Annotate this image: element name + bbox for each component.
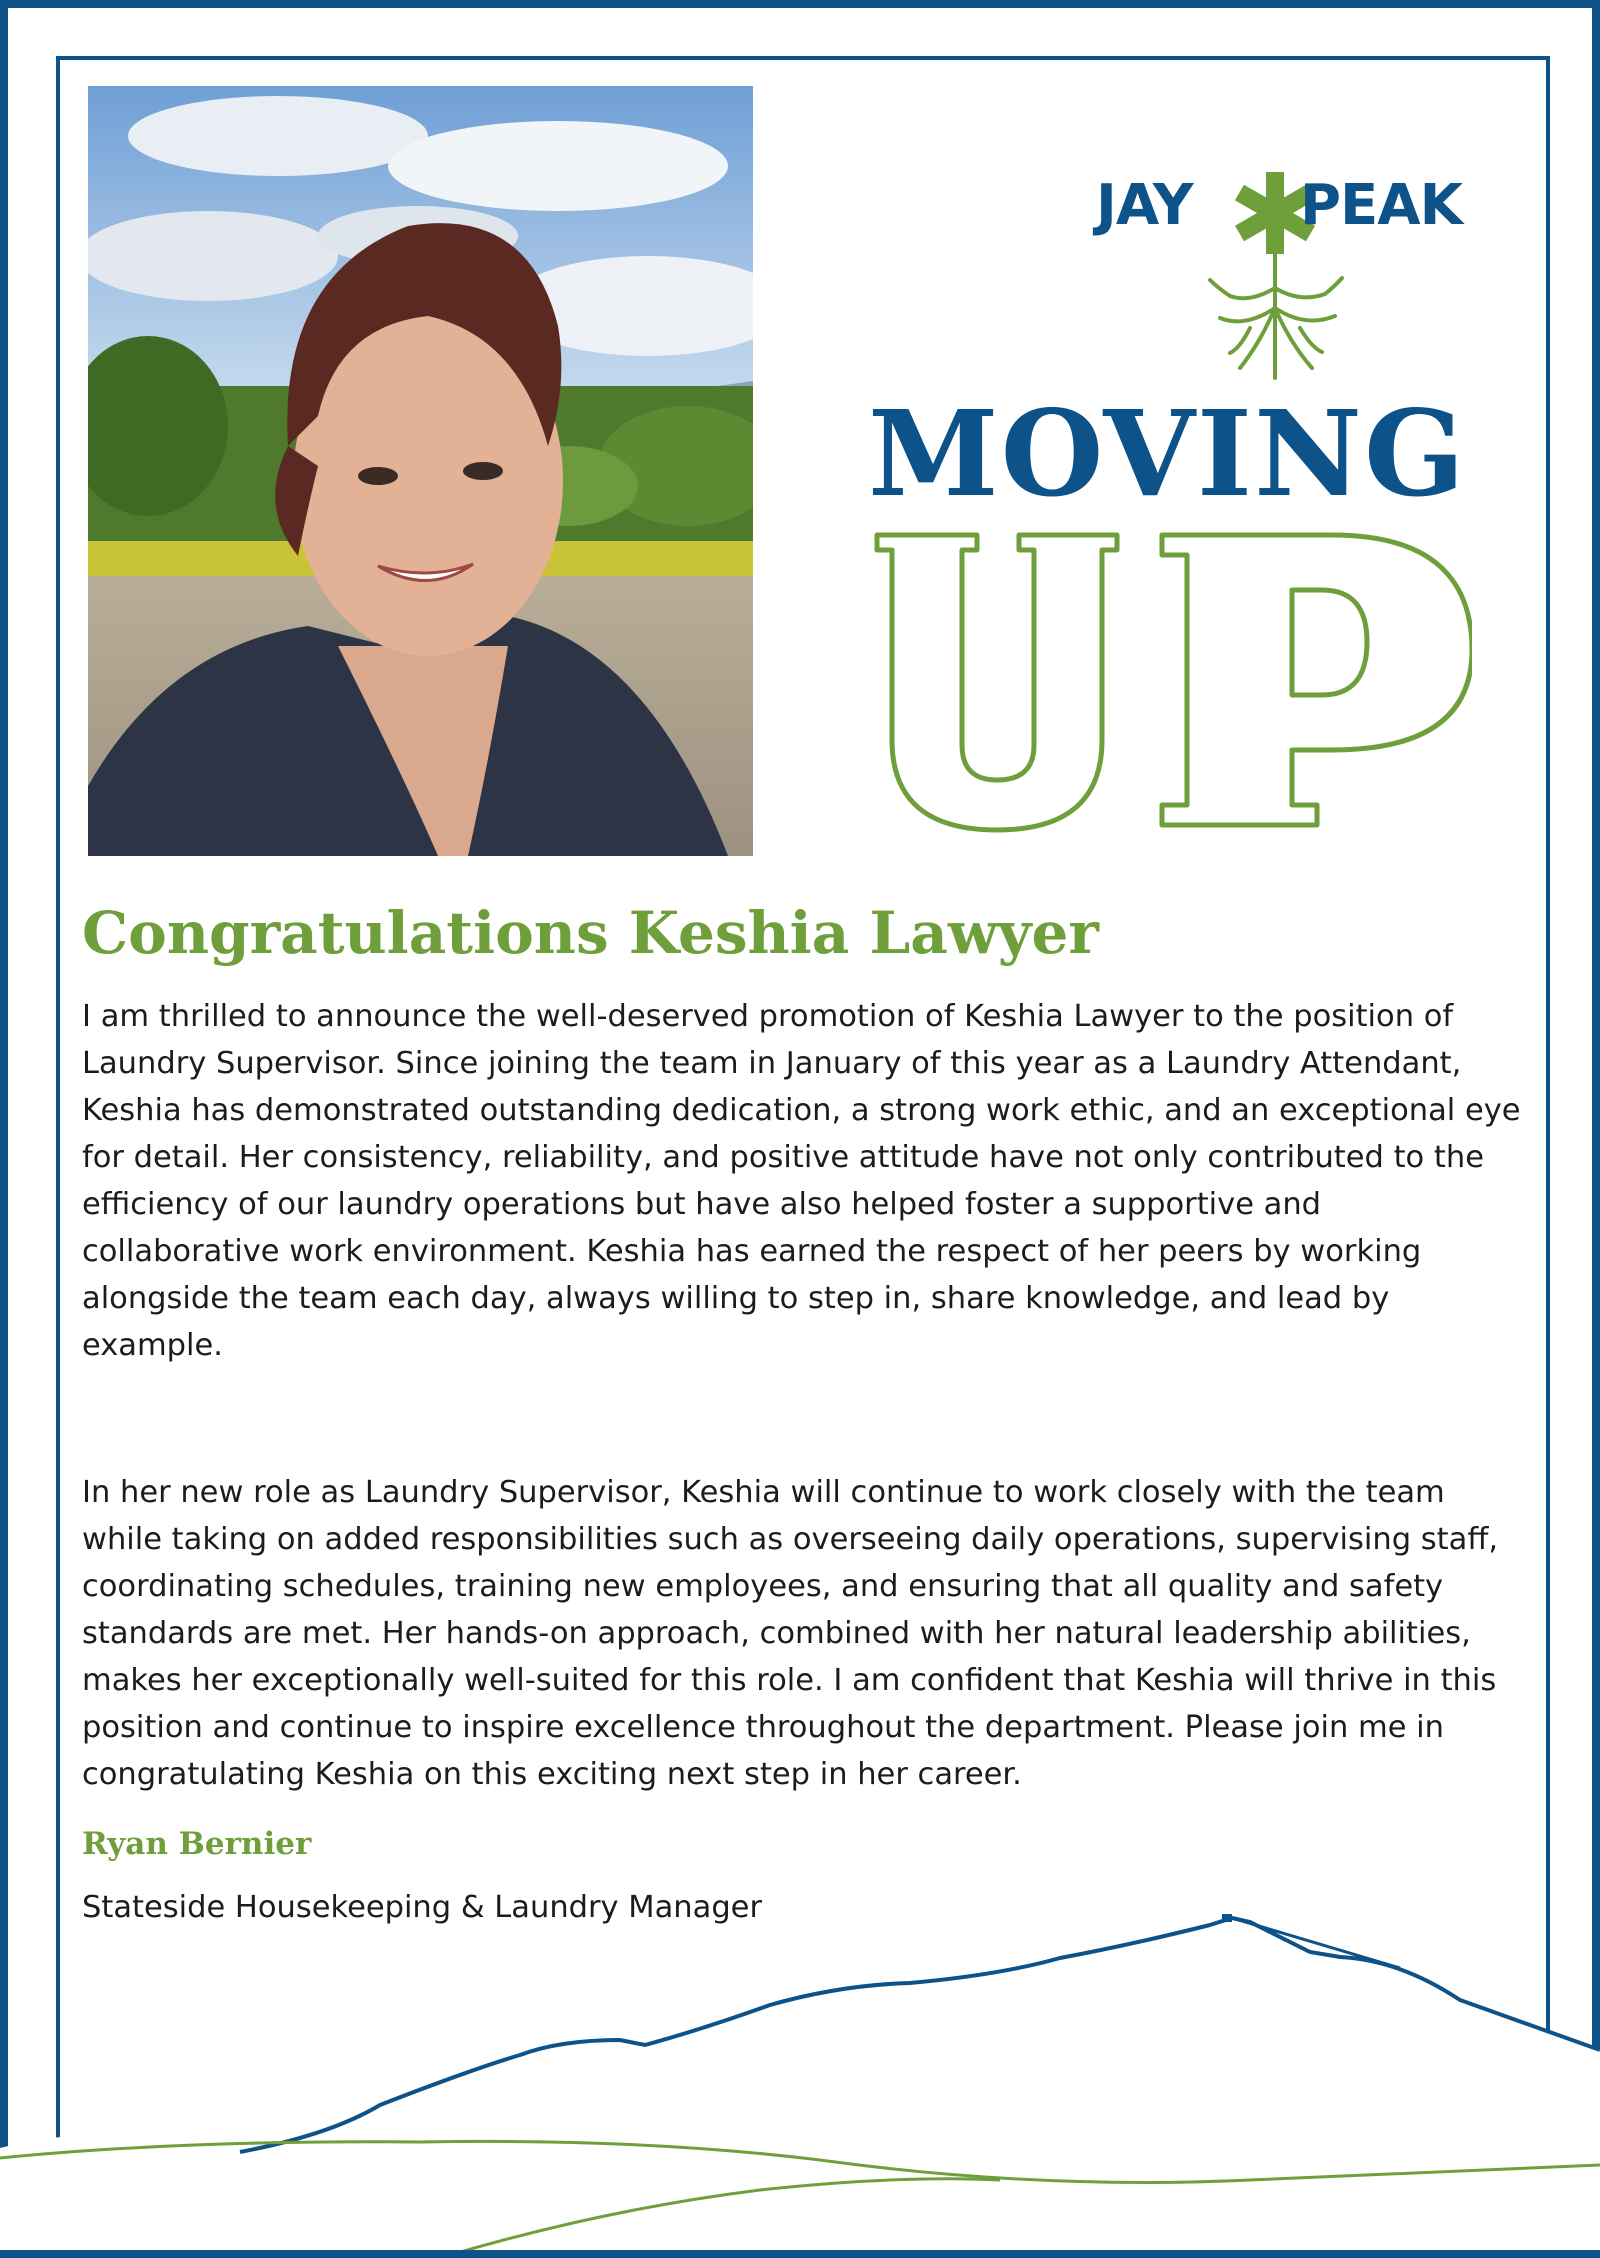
employee-photo: [88, 86, 753, 856]
heading-moving: MOVING: [868, 384, 1467, 523]
mountain-illustration: [0, 1890, 1600, 2258]
heading-up: [872, 530, 1472, 840]
logo-peak-text: PEAK: [1300, 173, 1463, 238]
signer-title: Stateside Housekeeping & Laundry Manager: [82, 1890, 762, 1925]
announcement-paragraph-1: I am thrilled to announce the well-deserved promotion of Keshia Lawyer to the position of Laundry Supervisor. Since joining the team in January of this year as a Laundry Attendant, Keshia has demonstrated outstanding dedication, a strong work ethic, and an exceptional eye for detail. Her consistency, reliability, and positive attitude have not only contributed to the efficiency of our laundry operations but have also helped foster a supportive and collaborative work environment. Keshia has earned the respect of her peers by working alongside the team each day, always willing to step in, share knowledge, and lead by example.: [82, 999, 1521, 1363]
signer-name: Ryan Bernier: [82, 1826, 312, 1862]
jay-peak-logo: [1090, 168, 1480, 383]
logo-jay-text: JAY: [1096, 173, 1193, 238]
page-title: Congratulations Keshia Lawyer: [82, 899, 1099, 967]
announcement-paragraph-2: In her new role as Laundry Supervisor, Keshia will continue to work closely with the team while taking on added responsibilities such as overseeing daily operations, supervising staff, coordinating schedules, training new employees, and ensuring that all quality and safety standards are met. Her hands-on approach, combined with her natural leadership abilities, makes her exceptionally well-suited for this role. I am confident that Keshia will thrive in this position and continue to inspire excellence throughout the department. Please join me in congratulating Keshia on this exciting next step in her career.: [82, 1475, 1499, 1792]
